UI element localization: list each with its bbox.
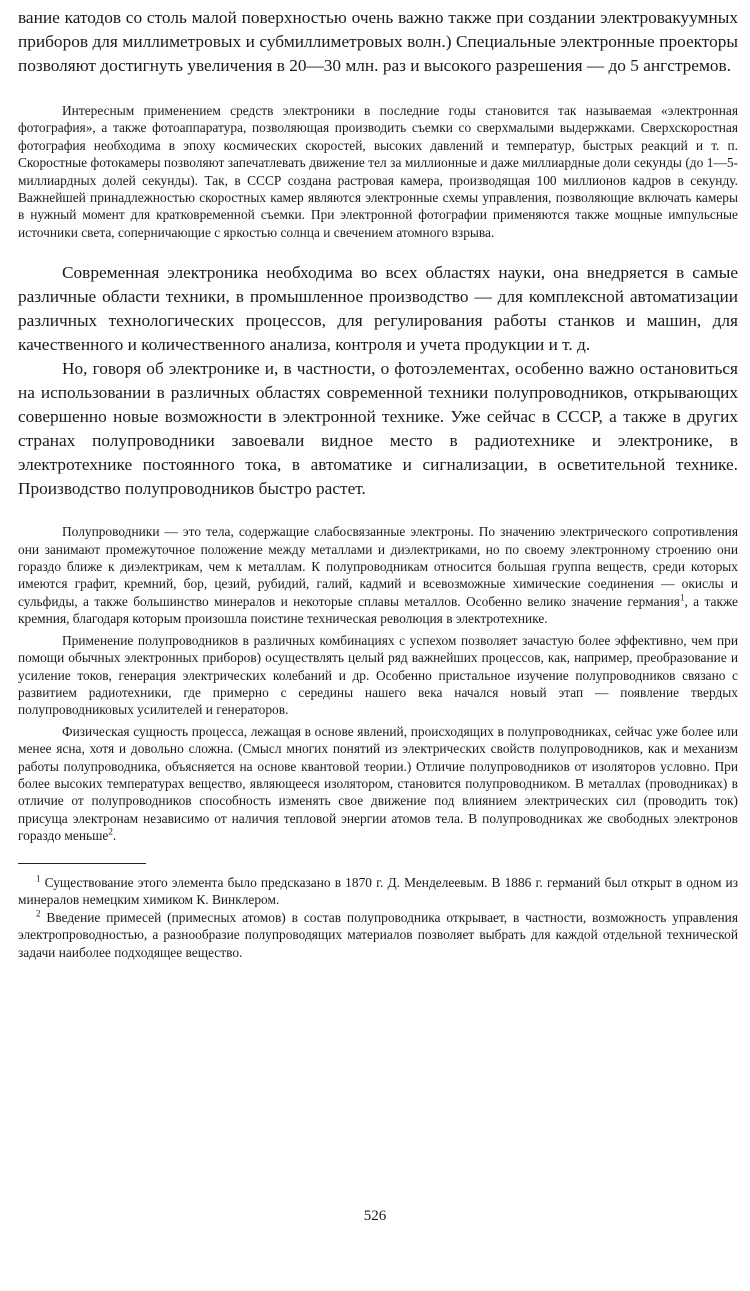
footnote-divider (18, 863, 146, 864)
semi-note-1-text-b: , а также кремния, благодаря которым произошла поистине техническая революция в электротехнике. (18, 593, 738, 627)
footnote-1-text: Существование этого элемента было предсказано в 1870 г. Д. Менделеевым. В 1886 г. германий был открыт в одном из минералов немецким химиком К. Винклером. (18, 874, 738, 908)
photo-note-paragraph: Интересным применением средств электроники в последние годы становится так называемая «электронная фотография», а также фотоаппаратура, позволяющая производить съемки со сверхмалыми выдержками. Сверхскоростная фотография необходима в эпоху космических скоростей, высоких давлений и температур, быстрых реакций и т. п. Скоростные фотокамеры позволяют запечатлевать движение тел за миллионные и даже миллиардные доли секунды (до 1—5-миллиардных долей секунды). Так, в СССР создана растровая камера, производящая 100 миллионов кадров в секунду. Важнейшей принадлежностью скоростных камер являются электронные схемы управления, позволяющие включать камеры в нужный момент для кратковременной съемки. При электронной фотографии применяются также мощные импульсные источники света, соперничающие с яркостью солнца и свечением атомного взрыва. (18, 103, 738, 240)
intro-paragraph: вание катодов со столь малой поверхностью очень важно также при создании электровакуумных приборов для миллиметровых и субмиллиметровых волн.) Специальные электронные проекторы позволяют достигнуть увеличения в 20—30 млн. раз и высокого разрешения — до 5 ангстремов. (18, 8, 738, 75)
footnote-2 (18, 909, 738, 962)
footnotes (18, 874, 738, 962)
footnote-1 (18, 874, 738, 909)
page-number: 526 (363, 1208, 387, 1224)
semi-note-1-text-a: Полупроводники — это тела, содержащие слабосвязанные электроны. По значению электрического сопротивления они занимают промежуточное положение между металлами и диэлектриками, но по своему электронному строению они гораздо ближе к диэлектрикам, чем к металлам. К полупроводникам относится большая группа веществ, среди которых имеются графит, кремний, бор, цезий, рубидий, галий, кадмий и всевозможные химические соединения — окислы и сульфиды, а также большинство минералов и некоторые сплавы металлов. Особенно велико значение германия (18, 524, 738, 609)
semi-note-3-text-b: . (112, 828, 117, 844)
semi-note-paragraph-3 (18, 723, 738, 845)
semi-note-paragraph-1 (18, 523, 738, 627)
semi-note-3-text-a: Физическая сущность процесса, лежащая в основе явлений, происходящих в полупроводниках, сейчас уже более или менее ясна, хотя и довольно сложна. (Смысл многих понятий из электрических свойств полупроводников, как и механизм работы полупроводника, объясняется на основе квантовой теории.) Отличие полупроводников от изоляторов условно. При более высоких температурах вещество, являющееся изолятором, становится полупроводником. В металлах (проводниках) в отличие от полупроводников способность изменять свое движение под влиянием электрических сил (проводить ток) присуща электронам независимо от наличия тепловой энергии атомов тела. В полупроводниках же свободных электронов гораздо меньше (18, 723, 738, 844)
main-paragraph-1: Современная электроника необходима во всех областях науки, она внедряется в самые различные области техники, в промышленное производство — для комплексной автоматизации различных технологических процессов, для регулирования работы станков и машин, для качественного и количественного анализа, контроля и учета продукции и т. д. (18, 263, 738, 355)
footnote-2-text: Введение примесей (примесных атомов) в состав полупроводника открывает, в частности, возможность управления электропроводностью, а разнообразие полупроводящих материалов позволяет выбрать для каждой отдельной технической задачи наиболее подходящее вещество. (18, 909, 738, 960)
footnote-ref-1: 1 (679, 592, 685, 603)
footnote-ref-2: 2 (108, 826, 113, 837)
page-body (18, 6, 738, 962)
semi-note-paragraph-2: Применение полупроводников в различных комбинациях с успехом позволяет зачастую более эффективно, чем при помощи обычных электронных приборов) осуществлять целый ряд важнейших процессов, как, например, преобразование и усиление токов, генерация электрических колебаний и др. Особенно пристальное изучение полупроводников связано с развитием радиотехники, где примерно с середины нашего века начался новый этап — появление твердых полупроводниковых усилителей и генераторов. (18, 632, 738, 718)
footnote-1-marker: 1 (36, 873, 41, 884)
semiconductor-note (18, 523, 738, 844)
footnote-2-marker: 2 (36, 908, 41, 919)
main-paragraph-2: Но, говоря об электронике и, в частности, о фотоэлементах, особенно важно остановиться на использовании в различных областях современной техники полупроводников, открывающих совершенно новые возможности в электронной технике. Уже сейчас в СССР, а также в других странах полупроводники завоевали видное место в радиотехнике и электронике, в электротехнике постоянного тока, в автоматике и сигнализации, в осветительной технике. Производство полупроводников быстро растет. (18, 359, 738, 499)
